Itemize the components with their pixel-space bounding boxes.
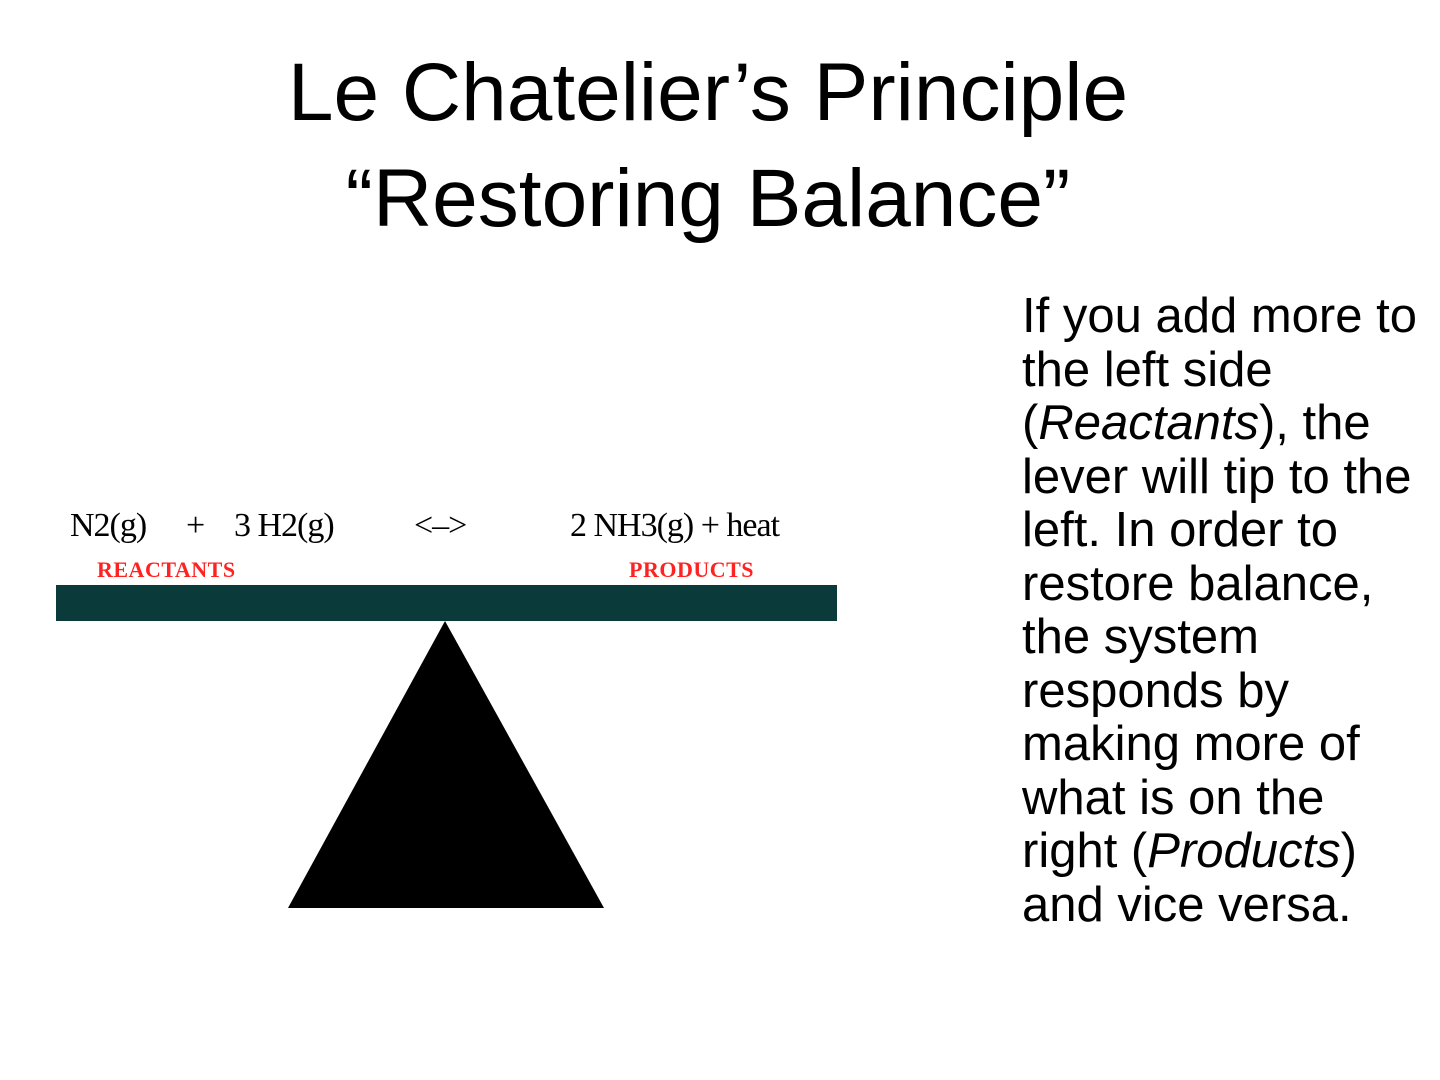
- reactant-h2: 3 H2(g): [234, 507, 334, 544]
- equilibrium-arrow: <–>: [414, 507, 467, 544]
- explanation-part-3: ) and vice versa.: [1022, 824, 1357, 932]
- reactants-label: REACTANTS: [97, 557, 236, 582]
- lever-beam: [56, 585, 837, 621]
- products-formula: 2 NH3(g) + heat: [570, 507, 780, 544]
- products-label: PRODUCTS: [629, 557, 755, 582]
- explanation-reactants: Reactants: [1038, 396, 1259, 450]
- fulcrum-triangle: [288, 621, 604, 908]
- equation-plus: +: [186, 507, 205, 544]
- reactant-n2: N2(g): [70, 507, 147, 544]
- explanation-products: Products: [1147, 824, 1341, 878]
- explanation-part-1: If you add more to the left side (: [1022, 289, 1417, 450]
- explanation-part-2: ), the lever will tip to the left. In order to restore balance, the system responds by making more of what is on the right (: [1022, 396, 1412, 878]
- title-line-1: Le Chatelier’s Principle: [287, 47, 1129, 138]
- title-line-2: “Restoring Balance”: [345, 153, 1071, 244]
- explanation-text: [1022, 290, 1432, 932]
